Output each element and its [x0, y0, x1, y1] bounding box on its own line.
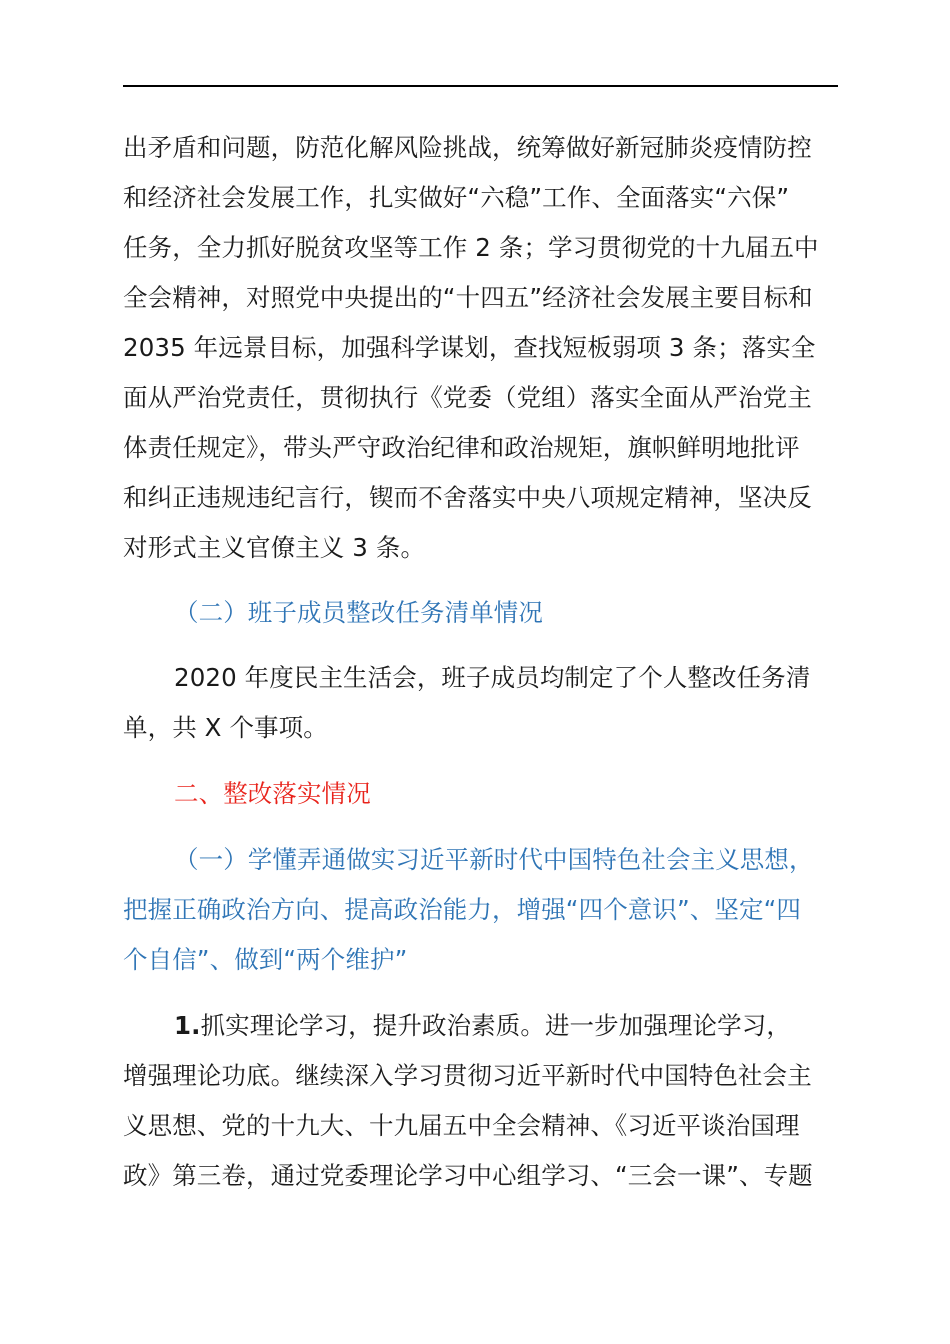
- para1-line-7: 体责任规定》，带头严守政治纪律和政治规矩，旗帜鲜明地批评: [123, 433, 800, 462]
- subheading-1-line-1: （一）学懂弄通做实习近平新时代中国特色社会主义思想，: [174, 845, 814, 874]
- item1-line-4: 政》第三卷，通过党委理论学习中心组学习、“三会一课”、专题: [123, 1161, 813, 1190]
- subheading-1-line-3: 个自信”、做到“两个维护”: [123, 945, 408, 974]
- item1-line-2: 增强理论功底。继续深入学习贯彻习近平新时代中国特色社会主: [123, 1061, 812, 1090]
- para1-line-3: 任务，全力抓好脱贫攻坚等工作 2 条；学习贯彻党的十九届五中: [123, 233, 819, 262]
- subheading-1-line-2: 把握正确政治方向、提高政治能力，增强“四个意识”、坚定“四: [123, 895, 801, 924]
- item1-number: 1.: [174, 1011, 201, 1040]
- para1-line-6: 面从严治党责任，贯彻执行《党委（党组）落实全面从严治党主: [123, 383, 812, 412]
- para2-line-1: 2020 年度民主生活会，班子成员均制定了个人整改任务清: [174, 663, 811, 692]
- para1-line-1: 出矛盾和问题，防范化解风险挑战，统筹做好新冠肺炎疫情防控: [123, 133, 812, 162]
- para1-line-8: 和纠正违规违纪言行，锲而不舍落实中央八项规定精神，坚决反: [123, 483, 812, 512]
- para1-line-9: 对形式主义官僚主义 3 条。: [123, 533, 426, 562]
- para1-line-2: 和经济社会发展工作，扎实做好“六稳”工作、全面落实“六保”: [123, 183, 790, 212]
- item1-line-3: 义思想、党的十九大、十九届五中全会精神、《习近平谈治国理: [123, 1111, 800, 1140]
- header-rule: [123, 85, 838, 87]
- para1-line-5: 2035 年远景目标，加强科学谋划，查找短板弱项 3 条；落实全: [123, 333, 816, 362]
- subheading-team-members: （二）班子成员整改任务清单情况: [174, 598, 543, 627]
- para1-line-4: 全会精神，对照党中央提出的“十四五”经济社会发展主要目标和: [123, 283, 813, 312]
- item1-first-line-text: 抓实理论学习，提升政治素质。进一步加强理论学习，: [200, 1011, 791, 1040]
- item1-line-1: [174, 1011, 894, 1041]
- para2-line-2: 单，共 X 个事项。: [123, 713, 328, 742]
- section-heading-rectification: 二、整改落实情况: [174, 779, 371, 808]
